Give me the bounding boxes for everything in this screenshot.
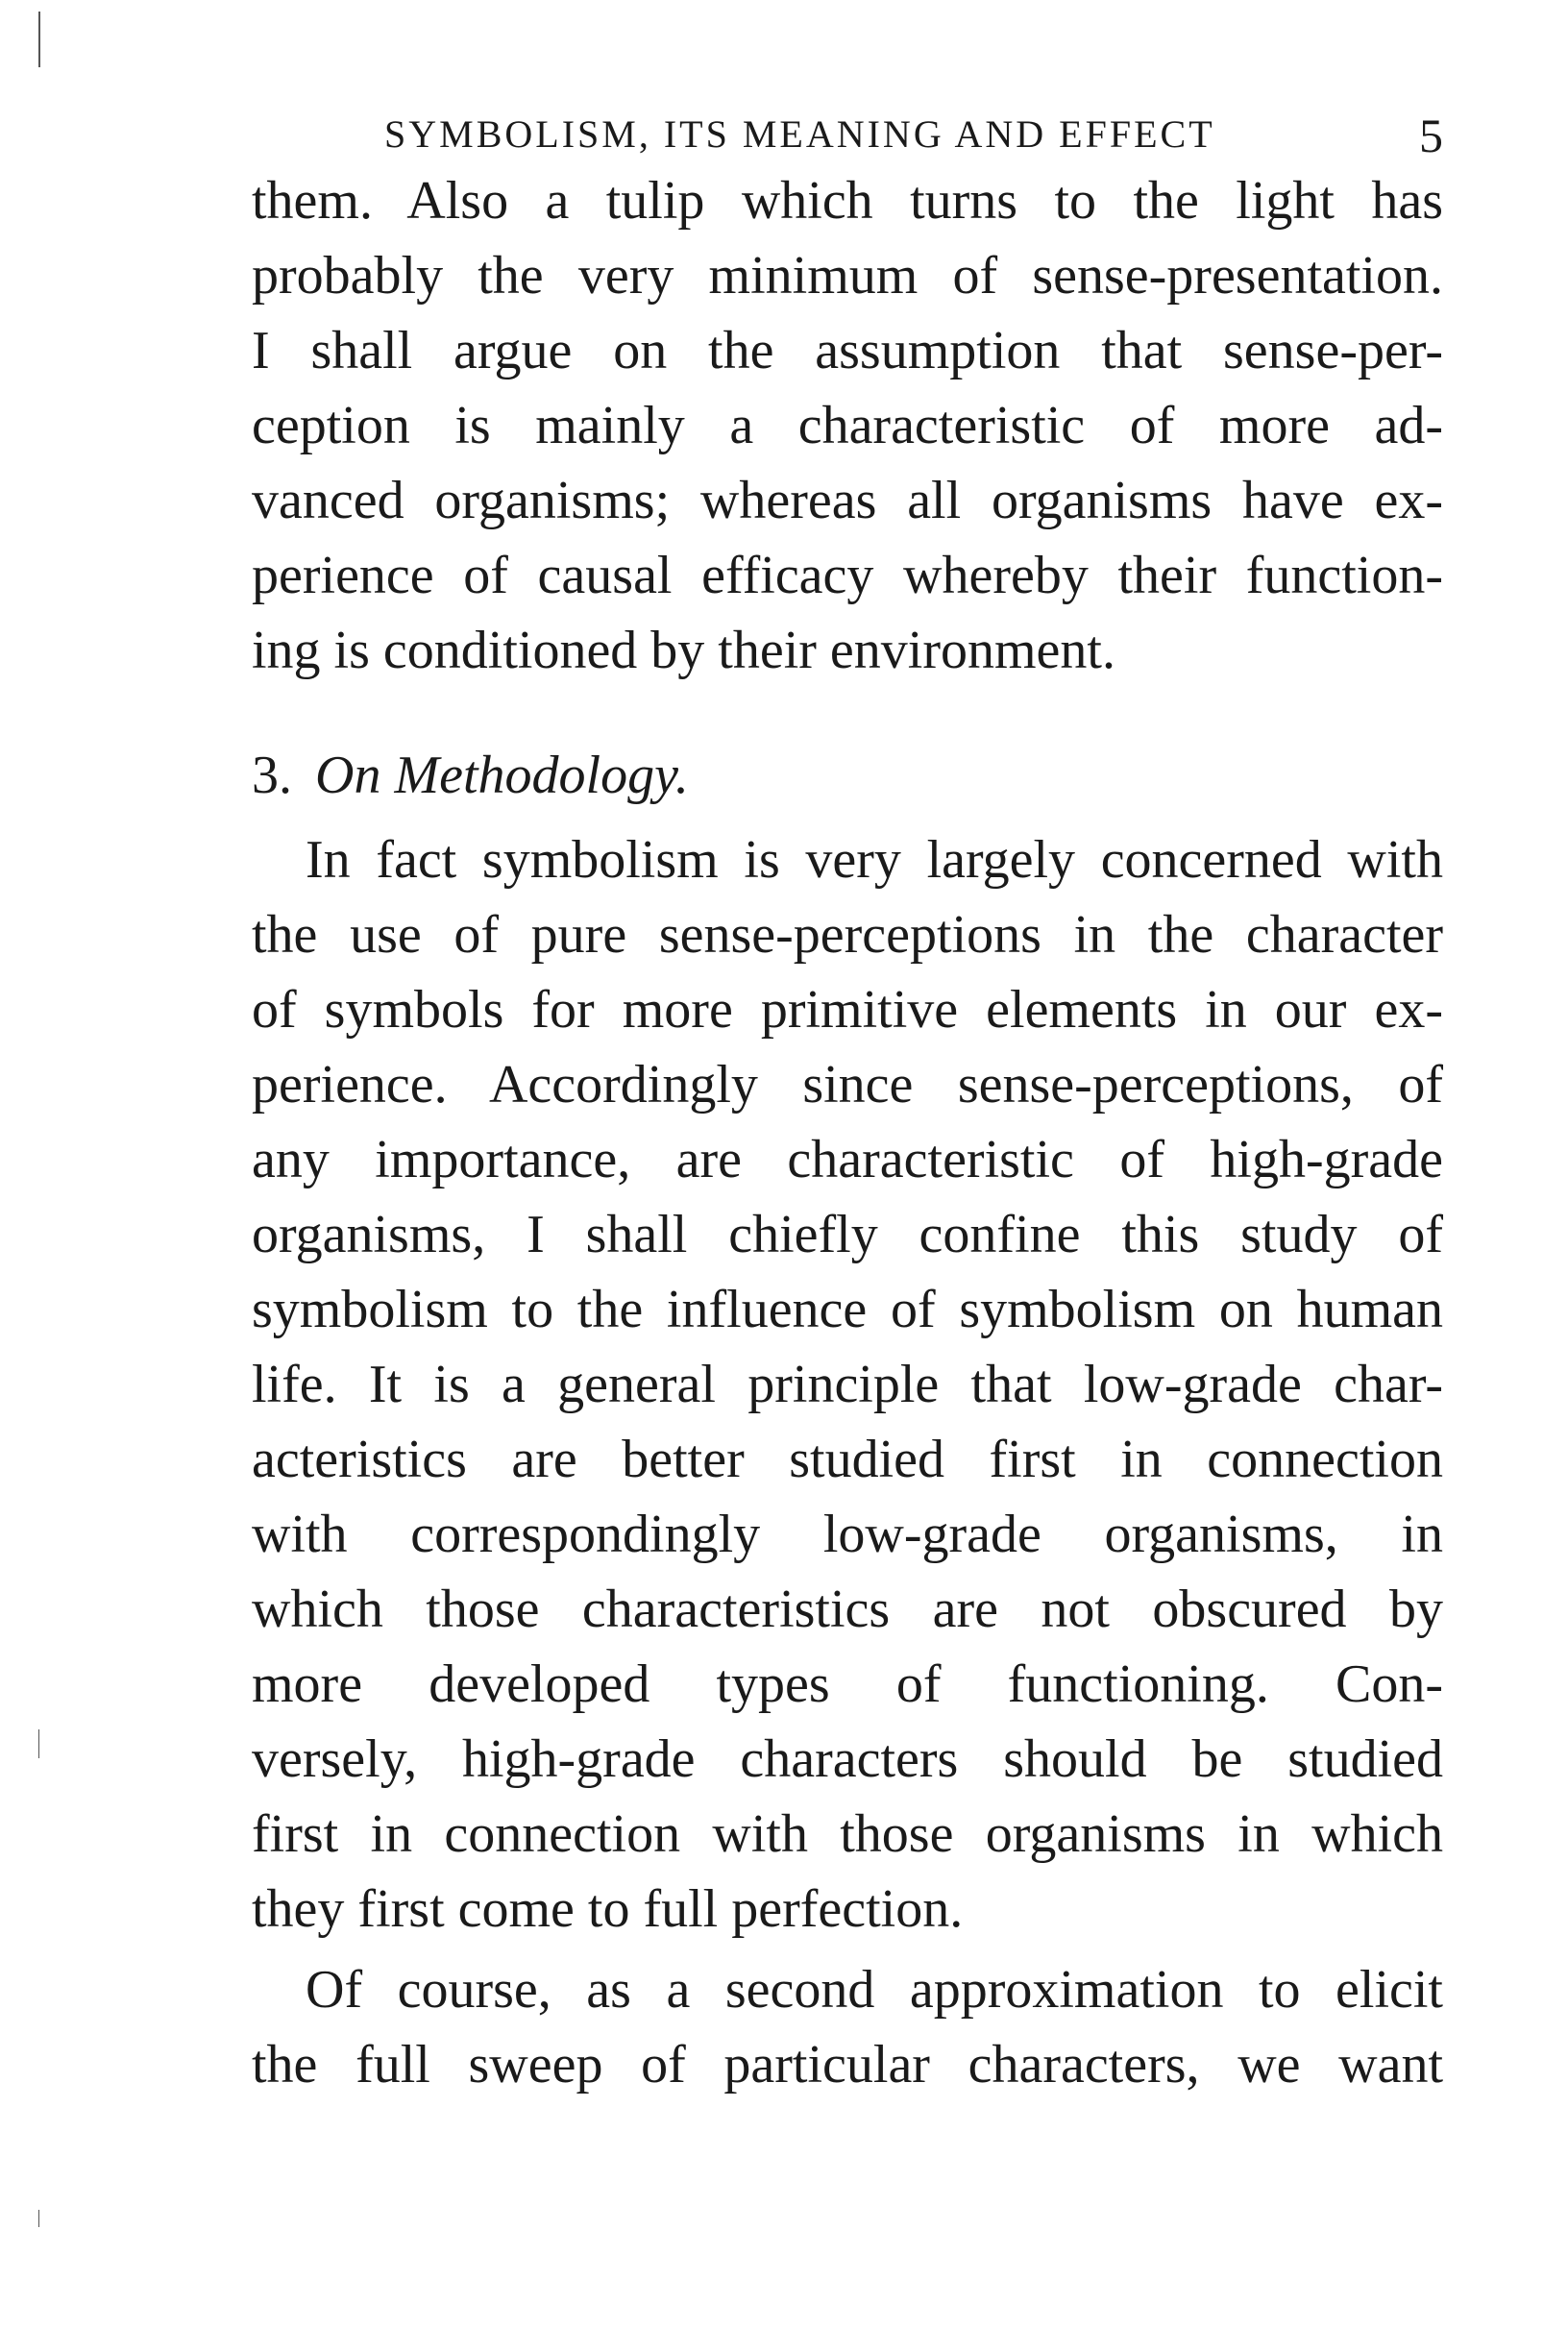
text-line: ing is conditioned by their environment. xyxy=(252,621,1115,680)
section-number: 3. xyxy=(252,746,292,805)
text-line: of symbols for more primitive elements in our ex- xyxy=(252,980,1443,1040)
text-line: first in connection with those organisms in which xyxy=(252,1804,1443,1864)
text-line: perience of causal efficacy whereby their function- xyxy=(252,546,1443,605)
text-line: symbolism to the influence of symbolism on human xyxy=(252,1280,1443,1339)
text-line: more developed types of functioning. Con- xyxy=(252,1654,1443,1714)
text-line: the full sweep of particular characters, we want xyxy=(252,2035,1443,2095)
text-line: ception is mainly a characteristic of more ad- xyxy=(252,396,1443,455)
text-line: them. Also a tulip which turns to the light has xyxy=(252,171,1443,231)
text-line: In fact symbolism is very largely concerned with xyxy=(306,830,1443,890)
book-page xyxy=(252,96,1443,2102)
running-title: SYMBOLISM, ITS MEANING AND EFFECT xyxy=(384,112,1215,156)
text-line: the use of pure sense-perceptions in the character xyxy=(252,905,1443,965)
text-line: which those characteristics are not obscured by xyxy=(252,1580,1443,1639)
text-line: organisms, I shall chiefly confine this study of xyxy=(252,1205,1443,1264)
text-line: I shall argue on the assumption that sense-per- xyxy=(252,321,1443,380)
section-title: On Methodology. xyxy=(315,746,689,805)
text-line: versely, high-grade characters should be studied xyxy=(252,1729,1443,1789)
paragraph-2 xyxy=(252,822,1443,1947)
text-line: life. It is a general principle that low-grade char- xyxy=(252,1355,1443,1414)
running-head xyxy=(252,96,1443,163)
scan-mark-middle xyxy=(38,1729,39,1758)
text-line: they first come to full perfection. xyxy=(252,1879,964,1939)
page-number: 5 xyxy=(1419,109,1443,162)
text-line: Of course, as a second approximation to elicit xyxy=(306,1960,1443,2020)
scan-mark-top xyxy=(38,12,40,67)
text-line: any importance, are characteristic of high-grade xyxy=(252,1130,1443,1189)
text-line: perience. Accordingly since sense-perceptions, of xyxy=(252,1055,1443,1115)
text-line: acteristics are better studied first in connection xyxy=(252,1430,1443,1489)
text-line: with correspondingly low-grade organisms, in xyxy=(252,1505,1443,1564)
text-line: probably the very minimum of sense-presentation. xyxy=(252,246,1443,306)
text-line: vanced organisms; whereas all organisms have ex- xyxy=(252,471,1443,530)
paragraph-3 xyxy=(252,1952,1443,2102)
paragraph-1 xyxy=(252,163,1443,688)
section-heading xyxy=(252,738,1443,813)
scan-mark-bottom xyxy=(38,2210,39,2227)
